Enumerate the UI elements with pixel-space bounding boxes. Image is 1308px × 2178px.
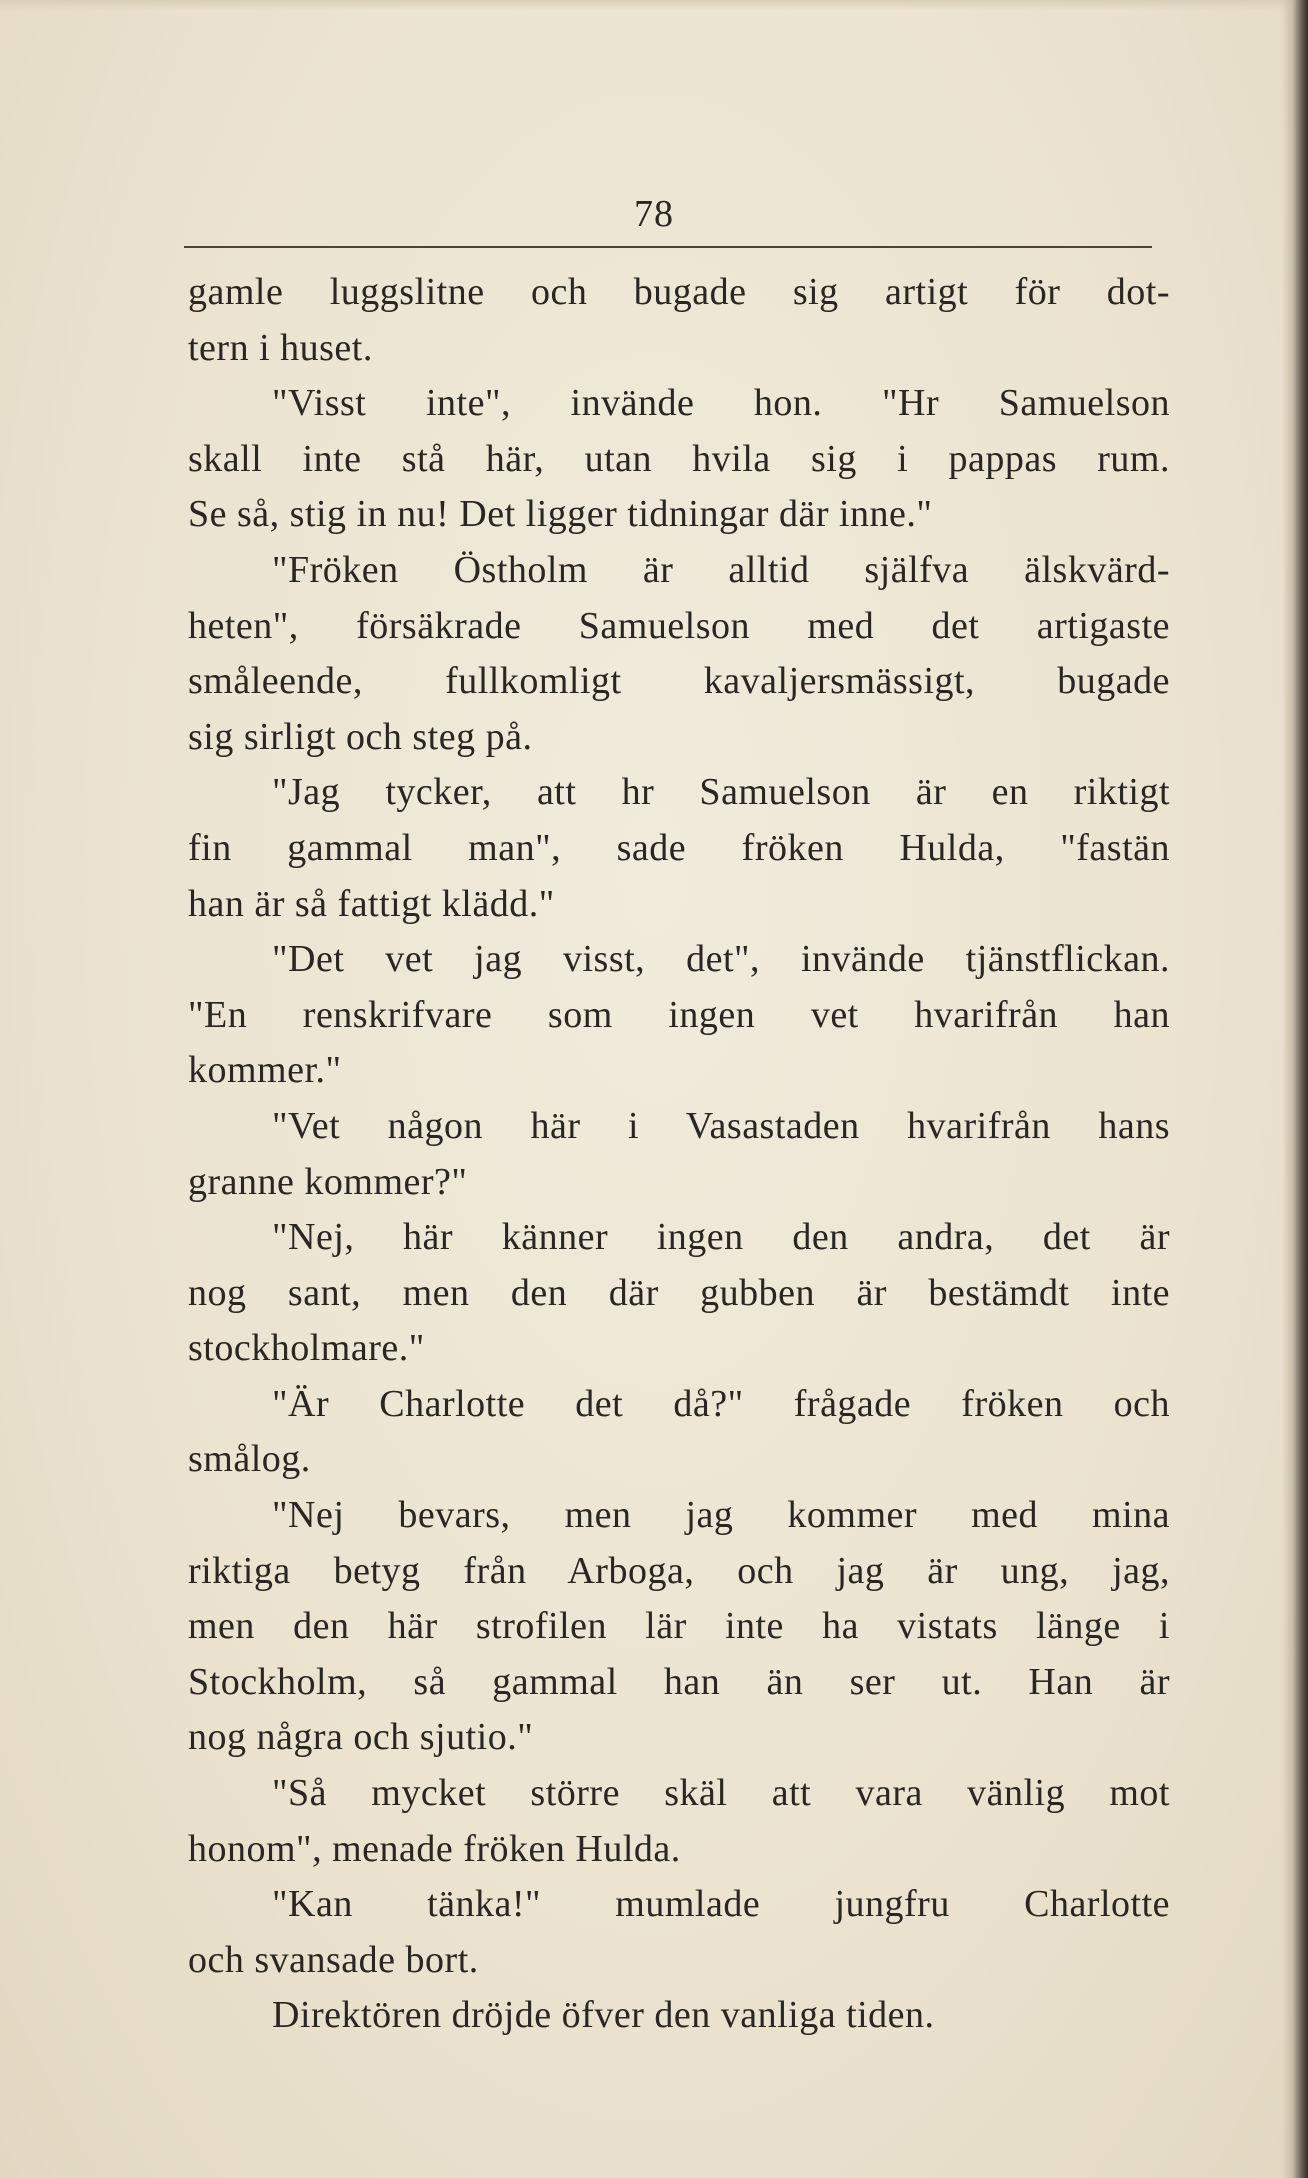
text-line: fin gammal man", sade fröken Hulda, "fastän <box>188 826 1170 869</box>
text-line: "En renskrifvare som ingen vet hvarifrån han <box>188 993 1170 1036</box>
text-line: Direktören dröjde öfver den vanliga tiden. <box>272 1994 935 2037</box>
body-text <box>188 265 1170 2044</box>
text-line: honom", menade fröken Hulda. <box>188 1827 681 1870</box>
text-line: "Jag tycker, att hr Samuelson är en riktigt <box>272 771 1170 814</box>
text-line: och svansade bort. <box>188 1938 479 1981</box>
text-line: nog några och sjutio." <box>188 1716 534 1759</box>
header-rule <box>184 246 1152 248</box>
page-number: 78 <box>634 193 674 235</box>
text-line: tern i huset. <box>188 326 373 369</box>
text-line: "Nej, här känner ingen den andra, det är <box>272 1216 1170 1259</box>
text-line: "Det vet jag visst, det", invände tjänstflickan. <box>272 938 1170 981</box>
text-line: kommer." <box>188 1049 342 1092</box>
text-line: "Visst inte", invände hon. "Hr Samuelson <box>272 382 1170 425</box>
text-line: skall inte stå här, utan hvila sig i pappas rum. <box>188 437 1170 480</box>
text-line: Se så, stig in nu! Det ligger tidningar där inne." <box>188 493 933 536</box>
text-line: småleende, fullkomligt kavaljersmässigt, bugade <box>188 660 1170 703</box>
text-line: gamle luggslitne och bugade sig artigt för dot- <box>188 271 1170 313</box>
text-line: riktiga betyg från Arboga, och jag är ung, jag, <box>188 1549 1170 1592</box>
text-line: "Fröken Östholm är alltid själfva älskvärd- <box>272 548 1170 591</box>
text-line: smålog. <box>188 1438 311 1481</box>
text-line: han är så fattigt klädd." <box>188 882 555 925</box>
text-line: men den här strofilen lär inte ha vistats länge i <box>188 1605 1170 1648</box>
text-line: nog sant, men den där gubben är bestämdt inte <box>188 1271 1170 1314</box>
page-binding-edge <box>1282 0 1308 2178</box>
text-line: sig sirligt och steg på. <box>188 715 533 758</box>
text-line: "Så mycket större skäl att vara vänlig mot <box>272 1772 1170 1815</box>
text-line: "Nej bevars, men jag kommer med mina <box>272 1494 1170 1537</box>
text-line: "Är Charlotte det då?" frågade fröken och <box>272 1382 1170 1425</box>
text-line: stockholmare." <box>188 1327 425 1370</box>
page-top-edge <box>0 0 1308 10</box>
text-line: Stockholm, så gammal han än ser ut. Han är <box>188 1660 1170 1703</box>
text-line: "Vet någon här i Vasastaden hvarifrån hans <box>272 1104 1170 1147</box>
text-line: granne kommer?" <box>188 1160 468 1203</box>
text-line: heten", försäkrade Samuelson med det artigaste <box>188 604 1170 647</box>
text-line: "Kan tänka!" mumlade jungfru Charlotte <box>272 1883 1170 1926</box>
